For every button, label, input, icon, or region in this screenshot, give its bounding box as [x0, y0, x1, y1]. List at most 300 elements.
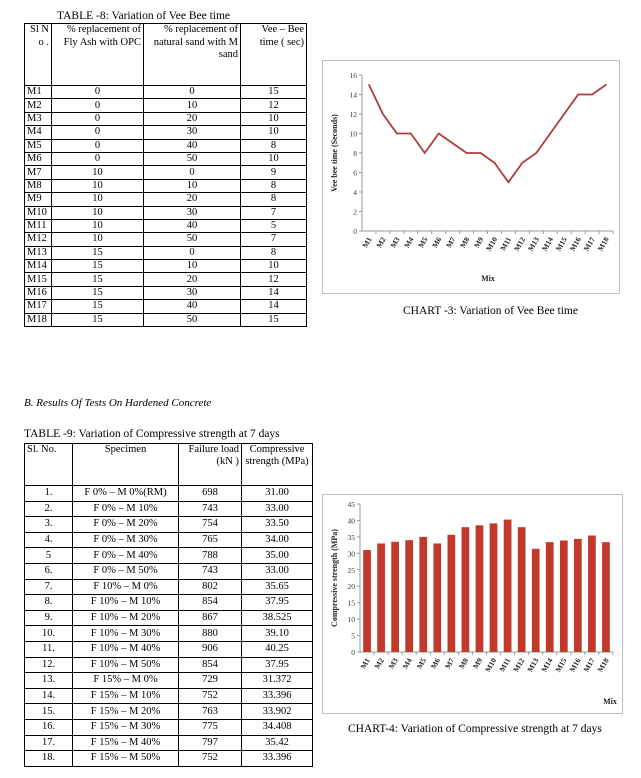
- data-point: [522, 162, 524, 164]
- table-cell: 867: [179, 610, 242, 626]
- x-tick-label: M4: [402, 235, 416, 250]
- section-heading: B. Results Of Tests On Hardened Concrete: [24, 397, 212, 409]
- table-row: [25, 626, 313, 642]
- table-cell: F 10% – M 40%: [73, 641, 179, 657]
- table-cell: 6.: [25, 563, 73, 579]
- table-cell: 7: [241, 206, 307, 219]
- table-cell: 880: [179, 626, 242, 642]
- bar: [433, 543, 441, 652]
- table-cell: M3: [25, 112, 52, 125]
- table-header-row: [25, 444, 313, 486]
- data-point: [563, 113, 565, 115]
- table-row: [25, 579, 313, 595]
- table-cell: 5: [25, 548, 73, 564]
- table-cell: 50: [144, 233, 241, 246]
- x-tick-label: M9: [470, 656, 485, 671]
- x-axis-title: Mix: [481, 274, 495, 283]
- table-cell: 9.: [25, 610, 73, 626]
- table-cell: 33.396: [242, 751, 313, 767]
- table-cell: 20: [144, 193, 241, 206]
- table-cell: 15.: [25, 704, 73, 720]
- compressive-strength-table: [24, 443, 313, 767]
- table-cell: F 10% – M 0%: [73, 579, 179, 595]
- y-tick-label: 2: [353, 207, 357, 217]
- table-row: [25, 610, 313, 626]
- table-row: [25, 260, 307, 273]
- table-row: [25, 735, 313, 751]
- table-row: [25, 657, 313, 673]
- table-cell: 33.902: [242, 704, 313, 720]
- table-cell: F 15% – M 20%: [73, 704, 179, 720]
- table-row: [25, 719, 313, 735]
- x-axis-title: Mix: [603, 697, 617, 706]
- x-tick-label: M11: [498, 235, 514, 253]
- table-cell: 11.: [25, 641, 73, 657]
- table-cell: M14: [25, 260, 52, 273]
- table8-caption: TABLE -8: Variation of Vee Bee time: [57, 10, 231, 22]
- table-cell: 33.00: [242, 501, 313, 517]
- table-cell: 31.372: [242, 673, 313, 689]
- col-header: [73, 444, 179, 486]
- table-cell: 10: [144, 179, 241, 192]
- table-row: [25, 166, 307, 179]
- x-tick-label: M18: [595, 656, 611, 674]
- table-cell: 35.42: [242, 735, 313, 751]
- col-header-text: Vee – Bee time ( sec): [259, 24, 304, 48]
- col-header: [242, 444, 313, 486]
- table-cell: 30: [144, 286, 241, 299]
- table-cell: F 10% – M 50%: [73, 657, 179, 673]
- table-cell: 854: [179, 657, 242, 673]
- x-tick-label: M10: [484, 235, 500, 253]
- table-cell: M12: [25, 233, 52, 246]
- table-cell: 31.00: [242, 486, 313, 502]
- table-cell: 16.: [25, 719, 73, 735]
- table-cell: 15: [52, 246, 144, 259]
- y-tick-label: 0: [351, 648, 355, 657]
- table-row: [25, 86, 307, 99]
- table-cell: 30: [144, 206, 241, 219]
- table-cell: 40: [144, 219, 241, 232]
- table-cell: M11: [25, 219, 52, 232]
- table-cell: 854: [179, 595, 242, 611]
- table-cell: 37.95: [242, 595, 313, 611]
- bar: [391, 542, 399, 652]
- y-tick-label: 8: [353, 149, 357, 158]
- x-tick-label: M7: [444, 235, 458, 250]
- x-tick-label: M5: [416, 235, 430, 250]
- table-row: [25, 152, 307, 165]
- table-cell: 698: [179, 486, 242, 502]
- table-cell: 34.408: [242, 719, 313, 735]
- table-cell: 8.: [25, 595, 73, 611]
- table-cell: 12: [241, 99, 307, 112]
- table-row: [25, 112, 307, 125]
- table-cell: 7.: [25, 579, 73, 595]
- table-cell: 752: [179, 751, 242, 767]
- table-cell: 4.: [25, 532, 73, 548]
- table-row: [25, 139, 307, 152]
- compressive-bar-chart: [323, 495, 622, 713]
- data-point: [424, 152, 426, 154]
- table-cell: 8: [241, 246, 307, 259]
- x-tick-label: M1: [358, 656, 372, 671]
- bar: [447, 535, 455, 652]
- data-point: [494, 162, 496, 164]
- table-cell: 30: [144, 126, 241, 139]
- table-cell: 10.: [25, 626, 73, 642]
- table-cell: F 0% – M 20%: [73, 517, 179, 533]
- table-cell: 0: [52, 112, 144, 125]
- col-header-text: Sl N o .: [30, 24, 49, 48]
- x-tick-label: M6: [428, 656, 443, 671]
- x-tick-label: M8: [458, 235, 472, 250]
- col-header-text: Compressive strength (MPa): [245, 444, 309, 467]
- data-point: [368, 84, 370, 86]
- table-cell: 0: [144, 166, 241, 179]
- data-point: [438, 133, 440, 135]
- x-tick-label: M17: [581, 235, 597, 253]
- x-tick-label: M3: [388, 235, 402, 250]
- y-axis-title: Vee bee time (Seconds): [330, 114, 339, 192]
- col-header-text: % replacement of Fly Ash with OPC: [63, 24, 141, 48]
- y-tick-label: 15: [347, 598, 355, 608]
- x-tick-label: M12: [511, 656, 527, 674]
- table-cell: 33.50: [242, 517, 313, 533]
- table-cell: 0: [52, 99, 144, 112]
- table-cell: 38.525: [242, 610, 313, 626]
- table-cell: 0: [52, 126, 144, 139]
- table-row: [25, 486, 313, 502]
- table-cell: F 10% – M 10%: [73, 595, 179, 611]
- table-row: [25, 532, 313, 548]
- y-axis-title: Compressive strength (MPa): [330, 529, 339, 627]
- x-tick-label: M13: [525, 235, 542, 253]
- table-row: [25, 751, 313, 767]
- table-cell: 752: [179, 688, 242, 704]
- data-point: [452, 142, 454, 144]
- y-tick-label: 14: [349, 90, 357, 100]
- table-cell: 40: [144, 139, 241, 152]
- table-cell: 40: [144, 300, 241, 313]
- y-tick-label: 25: [347, 565, 355, 575]
- col-header: [241, 24, 307, 86]
- bar: [532, 549, 540, 652]
- table-cell: M13: [25, 246, 52, 259]
- table-cell: 765: [179, 532, 242, 548]
- table-cell: 1.: [25, 486, 73, 502]
- table-cell: 10: [52, 206, 144, 219]
- y-tick-label: 40: [347, 516, 355, 526]
- table-header-row: [25, 24, 307, 86]
- table-cell: 35.00: [242, 548, 313, 564]
- table-cell: 14: [241, 286, 307, 299]
- y-tick-label: 16: [349, 71, 357, 80]
- table-cell: 2.: [25, 501, 73, 517]
- col-header: [144, 24, 241, 86]
- x-tick-label: M6: [430, 235, 444, 250]
- table-cell: 775: [179, 719, 242, 735]
- table9-caption: TABLE -9: Variation of Compressive strength at 7 days: [24, 428, 280, 440]
- data-point: [396, 133, 398, 135]
- vee-bee-line-chart: [323, 61, 619, 293]
- table-cell: 0: [144, 86, 241, 99]
- table-cell: 0: [52, 139, 144, 152]
- table-cell: M18: [25, 313, 52, 326]
- x-tick-label: M15: [553, 235, 569, 253]
- chart4-caption: CHART-4: Variation of Compressive strength at 7 days: [348, 723, 602, 735]
- table-row: [25, 233, 307, 246]
- table-cell: 15: [52, 286, 144, 299]
- x-tick-label: M1: [360, 235, 374, 250]
- y-tick-label: 45: [347, 500, 355, 509]
- table-row: [25, 193, 307, 206]
- table-cell: 18.: [25, 751, 73, 767]
- x-tick-label: M9: [472, 235, 486, 250]
- table-cell: 37.95: [242, 657, 313, 673]
- y-tick-label: 0: [353, 227, 357, 236]
- table-cell: 39.10: [242, 626, 313, 642]
- table-cell: M4: [25, 126, 52, 139]
- col-header: [52, 24, 144, 86]
- table-row: [25, 219, 307, 232]
- x-tick-label: M5: [414, 656, 428, 671]
- table-cell: F 15% – M 40%: [73, 735, 179, 751]
- y-tick-label: 30: [347, 549, 355, 559]
- table-cell: M2: [25, 99, 52, 112]
- table-cell: 743: [179, 501, 242, 517]
- table-cell: F 0% – M 30%: [73, 532, 179, 548]
- x-tick-label: M10: [483, 656, 499, 674]
- table-cell: 10: [144, 260, 241, 273]
- bar: [462, 527, 470, 652]
- col-header: [25, 444, 73, 486]
- col-header: [179, 444, 242, 486]
- table-cell: 763: [179, 704, 242, 720]
- x-tick-label: M18: [595, 235, 611, 253]
- table-cell: F 10% – M 30%: [73, 626, 179, 642]
- table-row: [25, 563, 313, 579]
- table-row: [25, 286, 307, 299]
- chart3-caption: CHART -3: Variation of Vee Bee time: [403, 305, 578, 317]
- table-cell: 3.: [25, 517, 73, 533]
- bar: [405, 540, 413, 652]
- bar: [546, 542, 554, 652]
- table-cell: 10: [52, 233, 144, 246]
- bar: [560, 541, 568, 652]
- table-cell: 802: [179, 579, 242, 595]
- table-cell: 7: [241, 233, 307, 246]
- table-cell: 8: [241, 179, 307, 192]
- vee-bee-chart-frame: [322, 60, 620, 294]
- table-cell: 20: [144, 112, 241, 125]
- table-row: [25, 246, 307, 259]
- table-row: [25, 206, 307, 219]
- bar: [490, 523, 498, 652]
- table-cell: M17: [25, 300, 52, 313]
- table-cell: 33.00: [242, 563, 313, 579]
- y-tick-label: 20: [347, 582, 355, 592]
- y-tick-label: 10: [347, 615, 355, 625]
- x-tick-label: M3: [386, 656, 400, 671]
- y-tick-label: 4: [353, 188, 357, 197]
- col-header-text: % replacement of natural sand with M sand: [153, 24, 238, 60]
- table-cell: 8: [241, 139, 307, 152]
- data-point: [382, 113, 384, 115]
- table-cell: 13.: [25, 673, 73, 689]
- table-cell: M7: [25, 166, 52, 179]
- table-cell: 34.00: [242, 532, 313, 548]
- table-cell: 8: [241, 193, 307, 206]
- table-cell: 33.396: [242, 688, 313, 704]
- bar: [419, 537, 427, 652]
- col-header-text: Specimen: [104, 444, 147, 455]
- table-cell: 797: [179, 735, 242, 751]
- bar: [588, 536, 596, 652]
- data-point: [549, 133, 551, 135]
- table-cell: 20: [144, 273, 241, 286]
- table-row: [25, 300, 307, 313]
- table-row: [25, 688, 313, 704]
- table-cell: 15: [241, 313, 307, 326]
- x-tick-label: M14: [539, 656, 555, 674]
- vee-bee-table: [24, 23, 307, 327]
- x-tick-label: M8: [456, 656, 471, 671]
- table-row: [25, 126, 307, 139]
- table-cell: F 0% – M 40%: [73, 548, 179, 564]
- table-cell: 15: [52, 273, 144, 286]
- table-row: [25, 673, 313, 689]
- bar: [363, 550, 371, 652]
- table-cell: 5: [241, 219, 307, 232]
- table-cell: 10: [52, 193, 144, 206]
- table-row: [25, 517, 313, 533]
- table-cell: 729: [179, 673, 242, 689]
- x-tick-label: M16: [567, 656, 583, 674]
- bar: [574, 539, 582, 652]
- table-cell: M6: [25, 152, 52, 165]
- x-tick-label: M7: [442, 656, 457, 671]
- table-cell: 10: [52, 179, 144, 192]
- table-row: [25, 313, 307, 326]
- table-row: [25, 99, 307, 112]
- compressive-chart-frame: [322, 494, 623, 714]
- table-row: [25, 273, 307, 286]
- data-point: [466, 152, 468, 154]
- bar: [518, 527, 526, 652]
- col-header-text: Failure load (kN ): [188, 444, 239, 467]
- table-row: [25, 641, 313, 657]
- table-cell: F 15% – M 0%: [73, 673, 179, 689]
- table-cell: 788: [179, 548, 242, 564]
- col-header-text: Sl. No.: [27, 444, 57, 455]
- table-cell: F 0% – M 50%: [73, 563, 179, 579]
- table-cell: 0: [144, 246, 241, 259]
- table-cell: 743: [179, 563, 242, 579]
- table-cell: 10: [144, 99, 241, 112]
- table-cell: F 15% – M 50%: [73, 751, 179, 767]
- table-cell: 10: [52, 219, 144, 232]
- table-cell: M16: [25, 286, 52, 299]
- table-cell: 15: [52, 313, 144, 326]
- table-cell: F 15% – M 30%: [73, 719, 179, 735]
- x-tick-label: M2: [372, 656, 386, 671]
- table-cell: 17.: [25, 735, 73, 751]
- table-cell: F 15% – M 10%: [73, 688, 179, 704]
- x-tick-label: M15: [553, 656, 569, 674]
- data-point: [536, 152, 538, 154]
- table-cell: 15: [52, 300, 144, 313]
- table-cell: F 0% – M 0%(RM): [73, 486, 179, 502]
- data-point: [591, 94, 593, 96]
- x-tick-label: M13: [525, 656, 541, 674]
- table-cell: F 10% – M 20%: [73, 610, 179, 626]
- table-cell: 10: [241, 126, 307, 139]
- x-tick-label: M17: [581, 656, 597, 674]
- bar: [476, 525, 484, 652]
- table-cell: 40.25: [242, 641, 313, 657]
- table-cell: 12.: [25, 657, 73, 673]
- data-point: [508, 181, 510, 183]
- x-tick-label: M12: [512, 235, 528, 253]
- table-cell: 50: [144, 152, 241, 165]
- bar: [377, 543, 385, 652]
- data-point: [577, 94, 579, 96]
- table-cell: 50: [144, 313, 241, 326]
- y-tick-label: 5: [351, 631, 355, 641]
- x-tick-label: M2: [374, 235, 388, 250]
- y-tick-label: 6: [353, 168, 357, 178]
- table-cell: 9: [241, 166, 307, 179]
- table-cell: 0: [52, 152, 144, 165]
- table-cell: M8: [25, 179, 52, 192]
- bar: [602, 542, 610, 652]
- series-line: [369, 85, 606, 183]
- table-cell: 10: [241, 112, 307, 125]
- table-cell: M15: [25, 273, 52, 286]
- x-tick-label: M16: [567, 235, 583, 253]
- x-tick-label: M4: [400, 656, 414, 671]
- table-cell: 754: [179, 517, 242, 533]
- table-row: [25, 595, 313, 611]
- table-row: [25, 501, 313, 517]
- bar: [504, 520, 512, 652]
- table-cell: 15: [52, 260, 144, 273]
- y-tick-label: 10: [349, 129, 357, 139]
- table-row: [25, 179, 307, 192]
- table-row: [25, 548, 313, 564]
- data-point: [410, 133, 412, 135]
- table-cell: 14: [241, 300, 307, 313]
- table-cell: 15: [241, 86, 307, 99]
- table-cell: 10: [241, 152, 307, 165]
- table-cell: 906: [179, 641, 242, 657]
- table-cell: M9: [25, 193, 52, 206]
- table-cell: 0: [52, 86, 144, 99]
- table-row: [25, 704, 313, 720]
- data-point: [480, 152, 482, 154]
- table-cell: 10: [241, 260, 307, 273]
- table-cell: F 0% – M 10%: [73, 501, 179, 517]
- col-header: [25, 24, 52, 86]
- x-tick-label: M11: [497, 656, 513, 674]
- y-tick-label: 35: [347, 532, 355, 542]
- y-tick-label: 12: [349, 110, 357, 119]
- table-cell: 10: [52, 166, 144, 179]
- table-cell: M5: [25, 139, 52, 152]
- x-tick-label: M14: [539, 235, 555, 253]
- table-cell: M1: [25, 86, 52, 99]
